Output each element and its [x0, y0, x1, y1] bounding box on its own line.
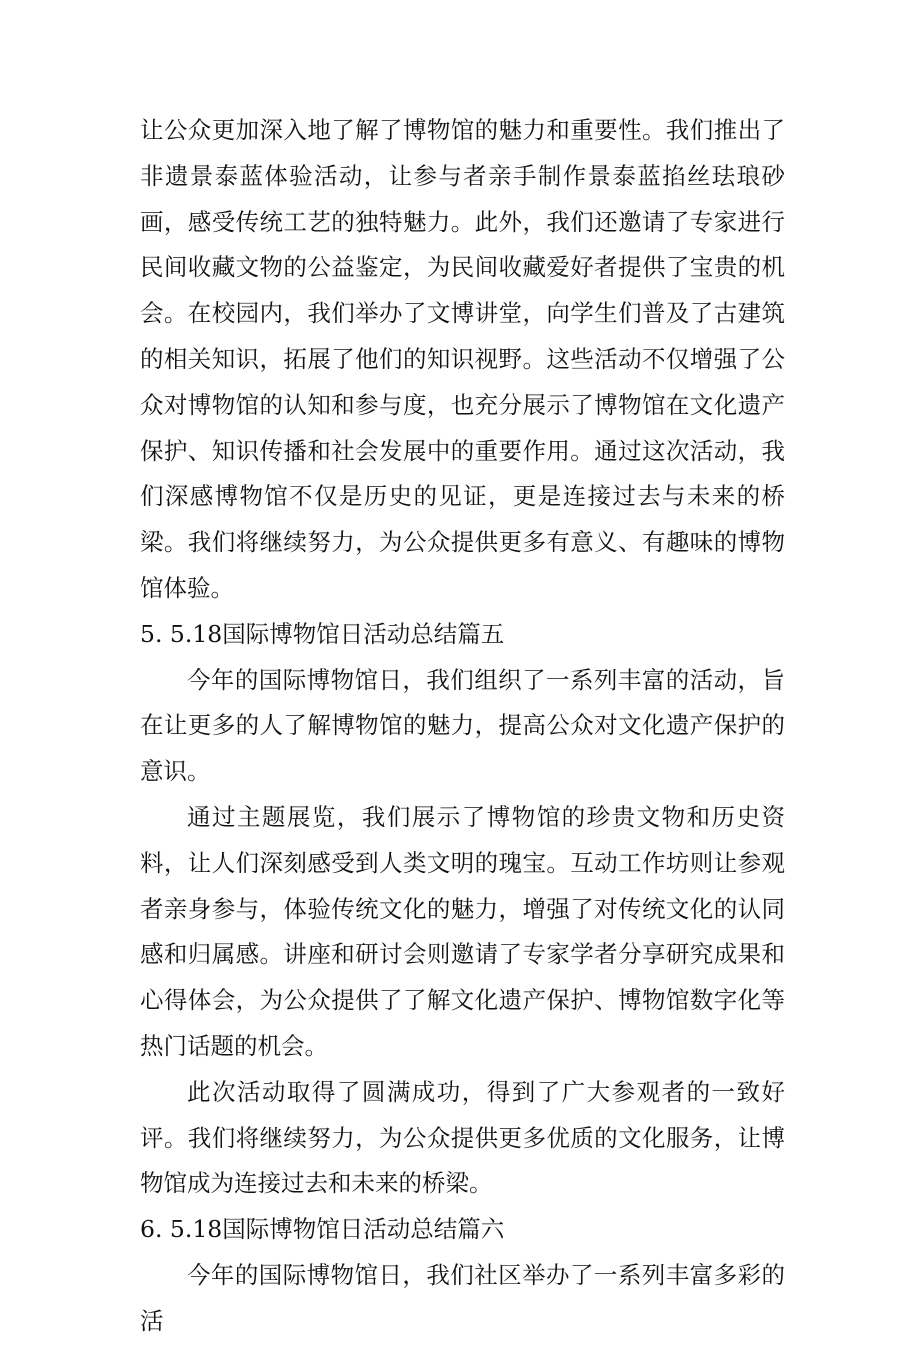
body-paragraph: 通过主题展览，我们展示了博物馆的珍贵文物和历史资料，让人们深刻感受到人类文明的瑰宝。互动工作坊则让参观者亲身参与，体验传统文化的魅力，增强了对传统文化的认同感和归属感。讲座和研讨会则邀请了专家学者分享研究成果和心得体会，为公众提供了了解文化遗产保护、博物馆数字化等热门话题的机会。 — [140, 802, 785, 1060]
section-heading-5: 5. 5.18国际博物馆日活动总结篇五 — [140, 619, 505, 648]
body-paragraph: 让公众更加深入地了解了博物馆的魅力和重要性。我们推出了非遗景泰蓝体验活动，让参与者亲手制作景泰蓝掐丝珐琅砂画，感受传统工艺的独特魅力。此外，我们还邀请了专家进行民间收藏文物的公益鉴定，为民间收藏爱好者提供了宝贵的机会。在校园内，我们举办了文博讲堂，向学生们普及了古建筑的相关知识，拓展了他们的知识视野。这些活动不仅增强了公众对博物馆的认知和参与度，也充分展示了博物馆在文化遗产保护、知识传播和社会发展中的重要作用。通过这次活动，我们深感博物馆不仅是历史的见证，更是连接过去与未来的桥梁。我们将继续努力，为公众提供更多有意义、有趣味的博物馆体验。 — [140, 116, 785, 602]
body-paragraph: 此次活动取得了圆满成功，得到了广大参观者的一致好评。我们将继续努力，为公众提供更多优质的文化服务，让博物馆成为连接过去和未来的桥梁。 — [140, 1077, 785, 1198]
section-heading-6: 6. 5.18国际博物馆日活动总结篇六 — [140, 1215, 505, 1244]
body-paragraph: 今年的国际博物馆日，我们社区举办了一系列丰富多彩的活 — [140, 1260, 785, 1335]
body-paragraph: 今年的国际博物馆日，我们组织了一系列丰富的活动，旨在让更多的人了解博物馆的魅力，提高公众对文化遗产保护的意识。 — [140, 665, 785, 786]
document-page — [140, 108, 785, 1345]
